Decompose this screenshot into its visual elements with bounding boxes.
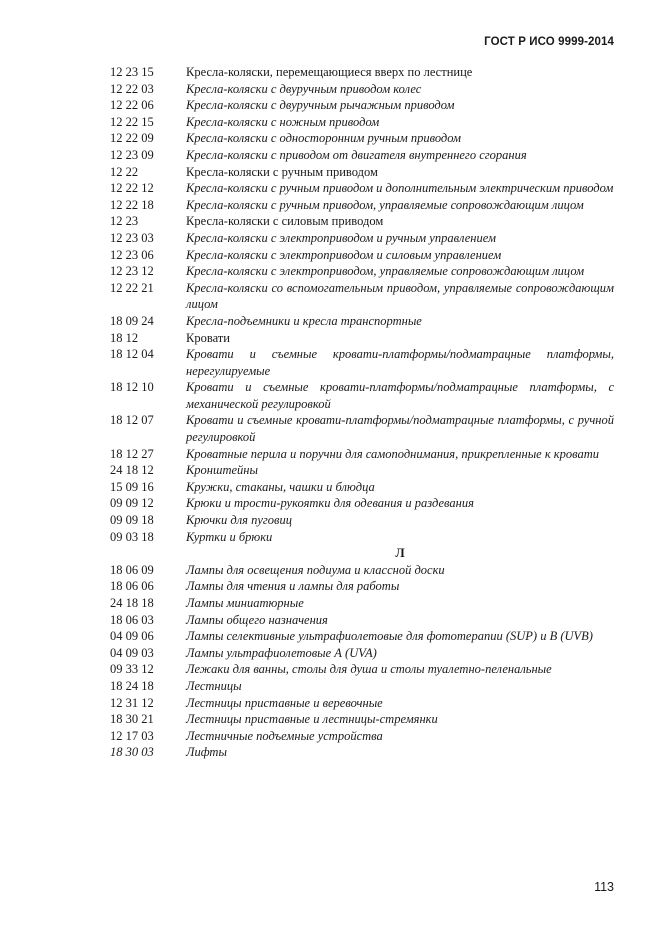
entry-code: 18 09 24 [110, 313, 154, 328]
entry-text: Кровати и съемные кровати-платформы/подматрацные платформы, с механической регулировкой [186, 380, 614, 411]
index-entry [110, 97, 614, 114]
entry-text: Кровати [186, 330, 230, 345]
index-entry [110, 197, 614, 214]
index-entry [110, 446, 614, 463]
entry-code: 12 23 03 [110, 230, 154, 245]
entries-group-l [110, 562, 614, 761]
entry-text: Лампы миниатюрные [186, 596, 304, 610]
entry-text: Кресла-коляски со вспомогательным приводом, управляемые сопровождающим лицом [186, 280, 614, 312]
index-entry [110, 81, 614, 98]
index-entry [110, 661, 614, 678]
index-entry [110, 678, 614, 695]
entry-code: 18 12 [110, 330, 139, 345]
entry-text: Кресла-коляски с электроприводом и силовым управлением [186, 247, 502, 262]
index-entry [110, 263, 614, 280]
entry-text: Лестничные подъемные устройства [186, 728, 383, 743]
index-entry [110, 213, 614, 230]
index-entry [110, 247, 614, 264]
index-entries [110, 64, 614, 761]
entries-group-k [110, 64, 614, 545]
index-entry [110, 313, 614, 330]
entry-text: Куртки и брюки [186, 529, 273, 544]
entry-text: Кресла-коляски с односторонним ручным приводом [186, 131, 461, 146]
entry-text: Крючки для пуговиц [186, 513, 292, 528]
index-entry [110, 412, 614, 445]
entry-code: 15 09 16 [110, 479, 154, 494]
entry-code: 12 22 03 [110, 81, 154, 96]
index-entry [110, 512, 614, 529]
document-header: ГОСТ Р ИСО 9999-2014 [484, 36, 614, 48]
entry-text: Кровати и съемные кровати-платформы/подматрацные платформы, с ручной регулировкой [186, 413, 614, 445]
entry-text: Кружки, стаканы, чашки и блюдца [186, 479, 375, 494]
index-entry [110, 346, 614, 379]
index-entry [110, 711, 614, 728]
entry-text: Кресла-коляски, перемещающиеся вверх по лестнице [186, 65, 473, 79]
entry-code: 09 09 12 [110, 496, 154, 511]
index-entry [110, 64, 614, 81]
entry-text: Крюки и трости-рукоятки для одевания и раздевания [186, 496, 474, 511]
entry-text: Кресла-коляски с электроприводом, управляемые сопровождающим лицом [186, 264, 585, 279]
index-entry [110, 230, 614, 247]
entry-text: Кровати и съемные кровати-платформы/подматрацные платформы, нерегулируемые [186, 347, 614, 378]
entry-code: 18 06 09 [110, 562, 154, 577]
entry-text: Кресла-коляски с двуручным рычажным приводом [186, 98, 455, 113]
entry-code: 12 23 09 [110, 147, 154, 162]
entry-text: Лампы общего назначения [186, 612, 328, 627]
index-entry [110, 280, 614, 313]
entry-code: 12 22 [110, 164, 139, 179]
index-entry [110, 529, 614, 546]
entry-text: Кресла-коляски с приводом от двигателя внутреннего сгорания [186, 147, 527, 162]
entry-text: Лестницы приставные и лестницы-стремянки [186, 712, 438, 727]
entry-code: 24 18 12 [110, 463, 154, 478]
index-entry [110, 164, 614, 181]
entry-code: 04 09 03 [110, 645, 154, 660]
index-entry [110, 628, 614, 645]
entry-code: 12 23 12 [110, 264, 154, 279]
entry-text: Лежаки для ванны, столы для душа и столы туалетно-пеленальные [186, 662, 552, 677]
index-entry [110, 495, 614, 512]
index-entry [110, 578, 614, 595]
index-entry [110, 728, 614, 745]
index-entry [110, 379, 614, 412]
entry-code: 12 17 03 [110, 728, 154, 743]
entry-code: 18 12 10 [110, 380, 154, 395]
index-entry [110, 462, 614, 479]
entry-code: 18 06 06 [110, 579, 154, 594]
entry-text: Лампы для освещения подиума и классной доски [186, 562, 445, 577]
entry-code: 18 30 03 [110, 745, 154, 760]
entry-text: Кроватные перила и поручни для самоподнимания, прикрепленные к кровати [186, 446, 600, 461]
entry-code: 18 06 03 [110, 612, 154, 627]
entry-text: Кресла-коляски с силовым приводом [186, 214, 384, 229]
entry-text: Кресла-коляски с двуручным приводом колес [186, 81, 422, 96]
entry-text: Кресла-коляски с ножным приводом [186, 114, 380, 129]
section-letter-heading: Л [395, 546, 405, 561]
index-entry [110, 695, 614, 712]
entry-text: Кресла-коляски с электроприводом и ручным управлением [186, 230, 496, 245]
index-entry [110, 744, 614, 761]
entry-code: 24 18 18 [110, 596, 154, 610]
index-entry [110, 595, 614, 612]
entry-text: Лампы для чтения и лампы для работы [186, 579, 400, 594]
index-entry [110, 612, 614, 629]
entry-code: 12 22 15 [110, 114, 154, 129]
entry-code: 18 12 04 [110, 347, 154, 362]
entry-code: 12 22 09 [110, 131, 154, 146]
index-entry [110, 562, 614, 579]
index-entry [110, 130, 614, 147]
entry-code: 18 30 21 [110, 712, 154, 727]
index-entry [110, 330, 614, 347]
index-entry [110, 645, 614, 662]
entry-code: 09 33 12 [110, 662, 154, 677]
entry-code: 12 23 [110, 214, 139, 229]
entry-text: Лестницы приставные и веревочные [186, 695, 383, 710]
index-entry [110, 147, 614, 164]
index-entry [110, 479, 614, 496]
entry-text: Кресла-коляски с ручным приводом [186, 164, 378, 179]
entry-code: 12 22 18 [110, 197, 154, 212]
entry-text: Лампы ультрафиолетовые А (UVA) [186, 645, 377, 660]
entry-code: 12 23 15 [110, 65, 154, 79]
index-entry [110, 114, 614, 131]
entry-code: 12 22 21 [110, 280, 154, 295]
entry-text: Лампы селективные ультрафиолетовые для фототерапии (SUP) и В (UVB) [186, 629, 593, 644]
entry-text: Кронштейны [186, 463, 258, 478]
entry-code: 12 23 06 [110, 247, 154, 262]
entry-text: Кресла-коляски с ручным приводом и дополнительным электрическим приводом [186, 181, 614, 196]
entry-text: Кресла-подъемники и кресла транспортные [186, 313, 422, 328]
entry-code: 12 22 06 [110, 98, 154, 113]
entry-code: 18 12 27 [110, 446, 154, 461]
entry-code: 18 24 18 [110, 678, 154, 693]
entry-text: Лестницы [186, 678, 242, 693]
entry-code: 18 12 07 [110, 413, 154, 428]
index-entry [110, 180, 614, 197]
page-number: 113 [594, 880, 614, 894]
entry-text: Кресла-коляски с ручным приводом, управляемые сопровождающим лицом [186, 197, 584, 212]
entry-code: 09 03 18 [110, 529, 154, 544]
entry-code: 12 31 12 [110, 695, 154, 710]
entry-code: 12 22 12 [110, 181, 154, 196]
entry-code: 04 09 06 [110, 629, 154, 644]
entry-text: Лифты [186, 745, 227, 760]
entry-code: 09 09 18 [110, 513, 154, 528]
